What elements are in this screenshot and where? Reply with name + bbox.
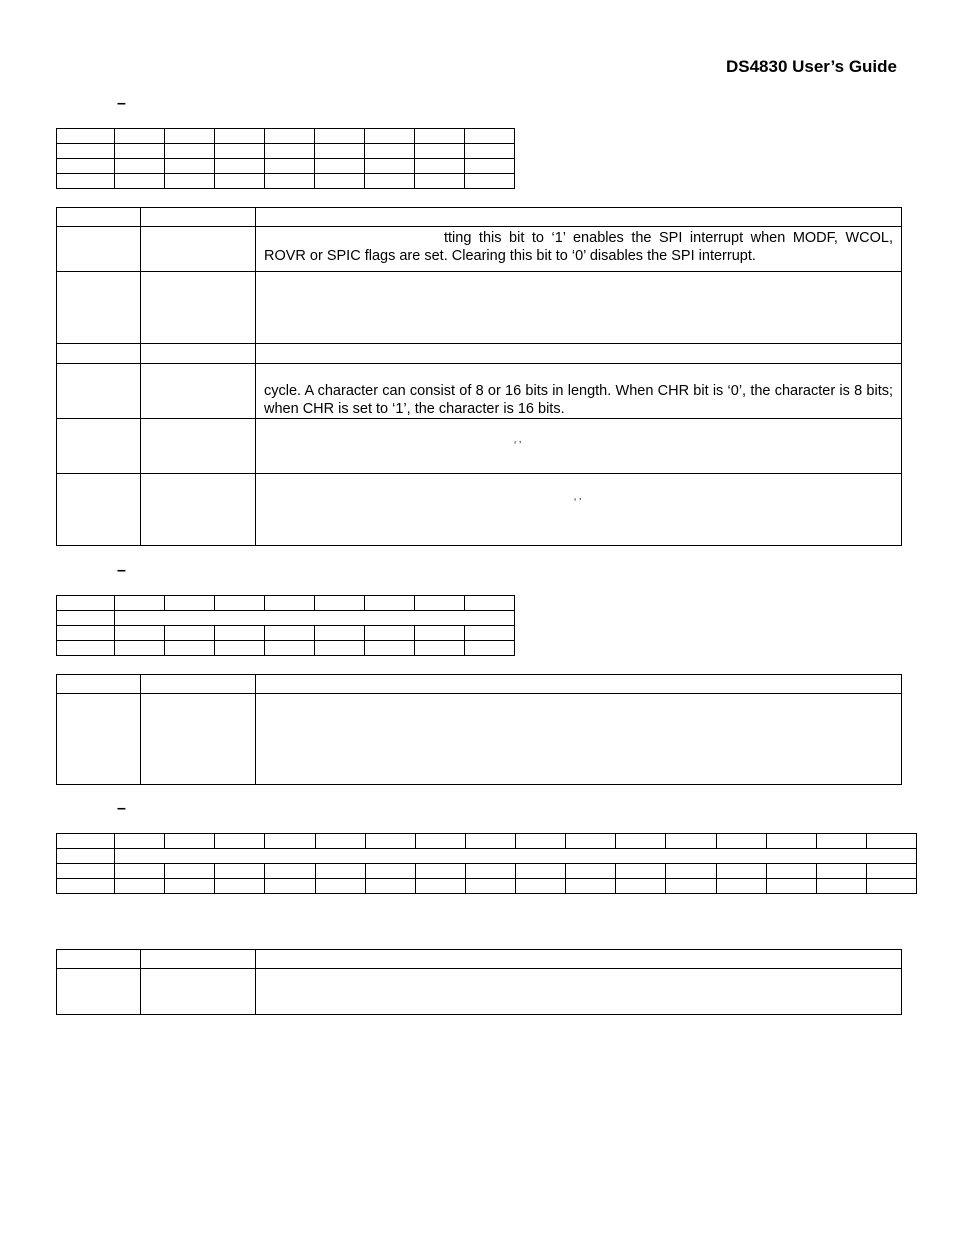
bit-desc-interrupt-enable: tting this bit to ‘1’ enables the SPI interrupt when MODF, WCOL, ROVR or SPIC flags are set. Clearing this bit to ‘0’ disables the SPI interrupt. xyxy=(256,227,902,272)
register-map-table-2 xyxy=(56,595,515,656)
register-map-table-3 xyxy=(56,833,917,894)
section-1-dash: – xyxy=(117,95,126,112)
quote-mark-1: ‘ ’ xyxy=(514,440,522,451)
bit-desc-character-length: cycle. A character can consist of 8 or 16 bits in length. When CHR bit is ‘0’, the character is 8 bits; when CHR is set to ‘1’, the character is 16 bits. xyxy=(256,364,902,419)
bit-description-table-1 xyxy=(56,207,902,546)
bit-description-table-2 xyxy=(56,674,902,785)
section-3-dash: – xyxy=(117,800,126,817)
page-header-title: DS4830 User’s Guide xyxy=(725,57,897,76)
register-map-table-1 xyxy=(56,128,515,189)
bit-description-table-3 xyxy=(56,949,902,1015)
quote-mark-2: ‘ ’ xyxy=(574,497,582,508)
section-2-dash: – xyxy=(117,562,126,579)
